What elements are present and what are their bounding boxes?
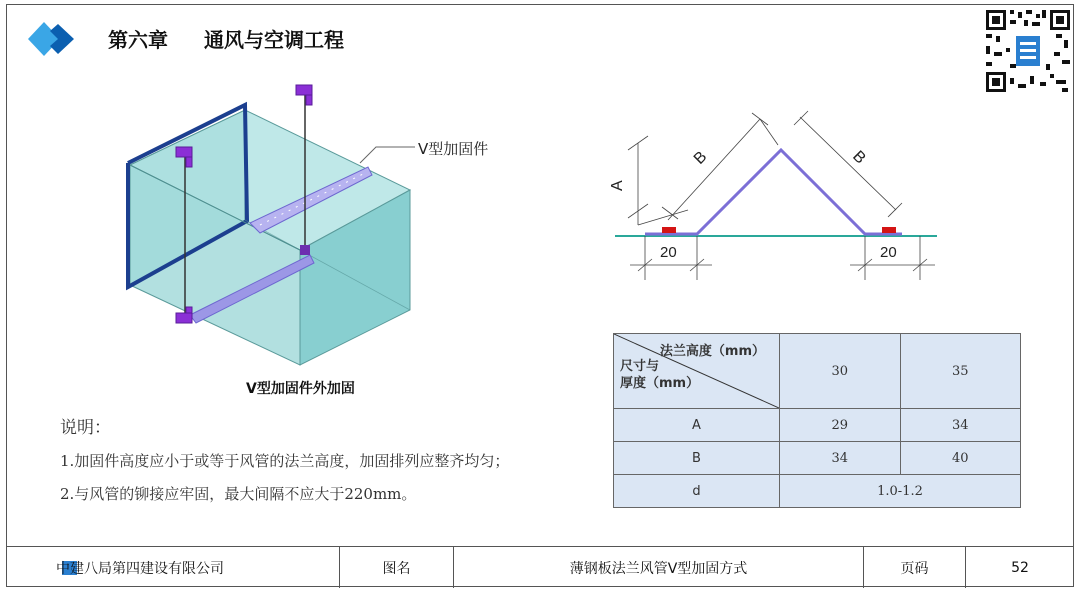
table-header-diagonal (614, 334, 780, 409)
brand-logo-icon (28, 22, 80, 56)
v-profile-line (645, 147, 902, 234)
hanger-bracket-2 (296, 85, 312, 105)
dim-label-b-left: B (690, 148, 711, 168)
cell-value: 34 (900, 409, 1021, 442)
stiffener-callout: V型加固件 (418, 140, 489, 158)
notes-title: 说明： (60, 418, 111, 438)
note-item: 2.与风管的铆接应牢固，最大间隔不应大于220mm。 (60, 485, 417, 503)
cell-value: 34 (780, 442, 901, 475)
table-row (614, 409, 1021, 442)
figure-caption: V型加固件外加固 (246, 381, 355, 397)
rivet-left (662, 227, 676, 233)
row-label: A (614, 409, 780, 442)
title-block (6, 546, 1074, 588)
v-profile-diagram (600, 95, 960, 300)
col-header-30: 30 (780, 334, 901, 409)
qr-code-icon (984, 8, 1072, 94)
dim-label-20-right: 20 (880, 244, 897, 261)
cell-value: 40 (900, 442, 1021, 475)
table-row (614, 475, 1021, 508)
cell-value: 1.0-1.2 (780, 475, 1021, 508)
drawing-name: 薄钢板法兰风管V型加固方式 (453, 547, 863, 588)
rivet-right (882, 227, 896, 233)
note-item: 1.加固件高度应小于或等于风管的法兰高度，加固排列应整齐均匀； (60, 452, 510, 470)
col-header-35: 35 (900, 334, 1021, 409)
dim-label-20-left: 20 (660, 244, 677, 261)
dim-label-b-right: B (849, 147, 869, 168)
chapter-title: 通风与空调工程 (204, 28, 344, 52)
page-number: 52 (965, 547, 1074, 588)
header-side-line1: 尺寸与 (620, 359, 660, 374)
table-row (614, 442, 1021, 475)
stiffener-clip (300, 245, 310, 255)
notes-block (60, 412, 509, 511)
duct-3d-illustration (110, 75, 510, 375)
cell-value: 29 (780, 409, 901, 442)
row-label: B (614, 442, 780, 475)
chapter-label: 第六章 (108, 28, 168, 52)
row-label: d (614, 475, 780, 508)
header-side-line2: 厚度（mm） (620, 376, 700, 391)
dim-label-a: A (609, 180, 626, 191)
header-size-thickness (620, 358, 699, 392)
page-number-label: 页码 (863, 547, 965, 588)
company-name: 中建八局第四建设有限公司 (56, 560, 224, 577)
spec-table (613, 333, 1021, 508)
page-title (108, 24, 344, 53)
header-flange-height: 法兰高度（mm） (659, 344, 765, 359)
drawing-name-label: 图名 (339, 547, 453, 588)
